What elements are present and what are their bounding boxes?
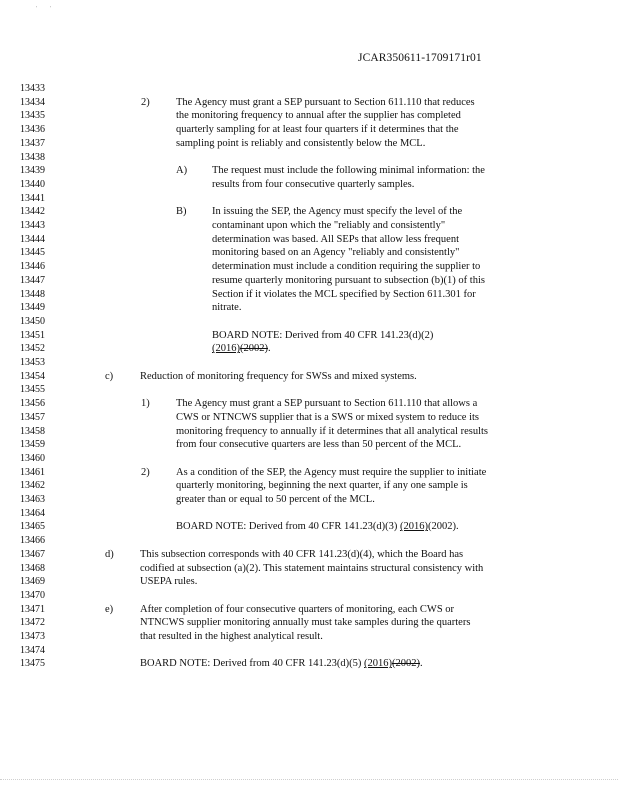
b2b-text-line: monitoring based on an Agency "reliably and consistently" xyxy=(212,247,460,259)
b2-text-line: the monitoring frequency to annual after the supplier has completed xyxy=(176,110,461,122)
line-number: 13468 xyxy=(20,562,45,574)
c1-text-line: The Agency must grant a SEP pursuant to Section 611.110 that allows a xyxy=(176,398,478,410)
line-number: 13453 xyxy=(20,357,45,368)
line-number: 13457 xyxy=(20,411,45,423)
b2b-text-line: determination must include a condition requiring the supplier to xyxy=(212,261,481,273)
line-number: 13455 xyxy=(20,384,45,396)
line-number: 13464 xyxy=(20,507,45,519)
marker-b2a: A) xyxy=(176,165,188,177)
marker-e: e) xyxy=(105,603,114,615)
deleted-citation: (2002) xyxy=(391,658,420,670)
marker-d: d) xyxy=(105,548,114,560)
c1-text-line: CWS or NTNCWS supplier that is a SWS or mixed system to reduce its xyxy=(176,411,480,423)
corner-mark-right: ' xyxy=(50,6,52,12)
corner-mark-left: ' xyxy=(36,6,38,12)
line-number: 13470 xyxy=(20,589,45,601)
d-text-line: codified at subsection (a)(2). This statement maintains structural consistency with xyxy=(140,562,484,574)
line-number: 13471 xyxy=(20,603,45,615)
line-number: 13440 xyxy=(20,178,45,190)
b2b-text-line: In issuing the SEP, the Agency must specify the level of the xyxy=(212,206,463,218)
line-number: 13443 xyxy=(20,220,45,231)
line-number: 13458 xyxy=(20,425,45,437)
b2-text-line: sampling point is reliably and consistently below the MCL. xyxy=(176,137,426,149)
b2-text-line: The Agency must grant a SEP pursuant to Section 611.110 that reduces xyxy=(176,96,475,108)
e-board-note: BOARD NOTE: Derived from 40 CFR 141.23(d)(5) (2016)(2002). xyxy=(140,658,423,670)
line-number: 13438 xyxy=(20,151,45,163)
line-number: 13460 xyxy=(20,452,45,464)
scan-bottom-rule xyxy=(0,779,618,781)
line-number: 13459 xyxy=(20,439,45,451)
c2-text-line: As a condition of the SEP, the Agency must require the supplier to initiate xyxy=(176,466,487,478)
marker-b2b: B) xyxy=(176,206,187,218)
line-number: 13441 xyxy=(20,192,45,204)
d-text-line: This subsection corresponds with 40 CFR 141.23(d)(4), which the Board has xyxy=(140,548,464,560)
c-heading: Reduction of monitoring frequency for SWSs and mixed systems. xyxy=(140,370,417,382)
line-number: 13467 xyxy=(20,548,45,560)
line-number: 13454 xyxy=(20,370,45,382)
c1-text-line: monitoring frequency to annually if it determines that all analytical results xyxy=(176,425,488,437)
d-text-line: USEPA rules. xyxy=(140,576,198,588)
b2a-text-line: results from four consecutive quarterly samples. xyxy=(212,178,415,190)
line-number: 13442 xyxy=(20,206,45,218)
marker-b2: 2) xyxy=(141,96,150,108)
line-number: 13475 xyxy=(20,658,45,670)
e-text-line: that resulted in the highest analytical result. xyxy=(140,631,323,642)
b2b-text-line: Section if it violates the MCL specified by Section 611.301 for xyxy=(212,288,476,300)
line-number: 13462 xyxy=(20,480,45,492)
line-number: 13450 xyxy=(20,315,45,327)
marker-c2: 2) xyxy=(141,466,150,478)
marker-c1: 1) xyxy=(141,398,150,410)
line-number: 13439 xyxy=(20,165,45,177)
line-number: 13474 xyxy=(20,644,45,656)
line-number: 13447 xyxy=(20,274,45,286)
b2b-text-line: resume quarterly monitoring pursuant to subsection (b)(1) of this xyxy=(212,274,485,286)
c2-text-line: quarterly monitoring, beginning the next quarter, if any one sample is xyxy=(176,480,468,492)
line-number: 13437 xyxy=(20,137,45,149)
e-text-line: After completion of four consecutive quarters of monitoring, each CWS or xyxy=(140,603,455,615)
line-number: 13445 xyxy=(20,247,45,259)
b2b-text-line: nitrate. xyxy=(212,302,242,314)
b2-board-note-line1: BOARD NOTE: Derived from 40 CFR 141.23(d)(2) xyxy=(212,329,434,341)
c-board-note: BOARD NOTE: Derived from 40 CFR 141.23(d)(3) (2016)(2002). xyxy=(176,521,459,533)
line-number: 13435 xyxy=(20,110,45,122)
line-number: 13456 xyxy=(20,398,45,410)
line-number: 13446 xyxy=(20,261,45,273)
line-number: 13465 xyxy=(20,521,45,533)
line-number: 13472 xyxy=(20,617,45,629)
document-header-code: JCAR350611-1709171r01 xyxy=(358,52,482,64)
line-number: 13466 xyxy=(20,535,45,547)
line-number: 13449 xyxy=(20,302,45,314)
deleted-citation: (2002) xyxy=(240,343,268,355)
line-number: 13451 xyxy=(20,329,45,341)
marker-c: c) xyxy=(105,370,114,382)
b2-board-note-line2: (2016)(2002). xyxy=(212,343,271,355)
e-text-line: NTNCWS supplier monitoring annually must take samples during the quarters xyxy=(140,617,471,629)
b2a-text-line: The request must include the following minimal information: the xyxy=(212,165,485,177)
b2b-text-line: contaminant upon which the "reliably and consistently" xyxy=(212,220,446,231)
added-citation: (2016) xyxy=(363,658,392,670)
line-number: 13469 xyxy=(20,576,45,588)
added-citation: (2016) xyxy=(399,521,428,533)
line-number: 13444 xyxy=(20,233,45,245)
line-number: 13461 xyxy=(20,466,45,478)
line-number: 13433 xyxy=(20,83,45,94)
added-citation: (2016) xyxy=(212,343,240,355)
line-number: 13436 xyxy=(20,124,45,136)
line-number: 13452 xyxy=(20,343,45,355)
line-number: 13463 xyxy=(20,494,45,505)
b2b-text-line: determination was based. All SEPs that allow less frequent xyxy=(212,233,459,245)
line-number: 13434 xyxy=(20,96,45,108)
b2-text-line: quarterly sampling for at least four quarters if it determines that the xyxy=(176,124,459,136)
c2-text-line: greater than or equal to 50 percent of the MCL. xyxy=(176,494,375,505)
old-citation: (2002) xyxy=(427,521,456,533)
line-number: 13448 xyxy=(20,288,45,300)
c1-text-line: from four consecutive quarters are less than 50 percent of the MCL. xyxy=(176,439,462,451)
line-number: 13473 xyxy=(20,631,45,642)
